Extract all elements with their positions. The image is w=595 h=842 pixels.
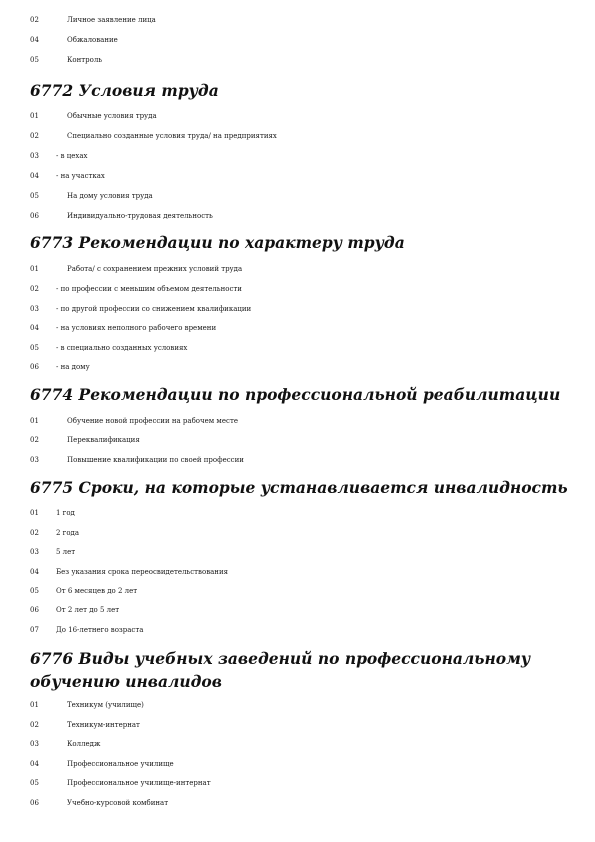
- list-item: [30, 283, 570, 295]
- item-label: Колледж: [67, 740, 101, 748]
- list-item: [30, 170, 570, 182]
- list-item: [30, 263, 570, 275]
- item-label: Обжалование: [67, 36, 118, 44]
- list-item: [30, 699, 570, 711]
- item-code: 06: [30, 799, 39, 807]
- list-item: [30, 322, 570, 334]
- list-item: [30, 546, 570, 558]
- item-label: - по другой профессии со снижением квалификации: [56, 305, 252, 313]
- list-item: [30, 110, 570, 122]
- list-item: [30, 527, 570, 539]
- item-code: 02: [30, 436, 39, 444]
- item-code: 01: [30, 265, 39, 273]
- item-code: 02: [30, 529, 39, 537]
- list-item: [30, 54, 570, 66]
- item-code: 03: [30, 152, 39, 160]
- item-label: Работа/ с сохранением прежних условий труда: [67, 265, 243, 273]
- item-label: - по профессии с меньшим объемом деятельности: [56, 285, 242, 293]
- item-code: 02: [30, 132, 39, 140]
- item-code: 07: [30, 626, 39, 634]
- list-item: [30, 34, 570, 46]
- list-item: [30, 434, 570, 446]
- item-code: 03: [30, 740, 39, 748]
- item-label: Специально созданные условия труда/ на предприятиях: [67, 132, 277, 140]
- list-item: [30, 342, 570, 354]
- item-label: До 16-летнего возраста: [56, 626, 144, 634]
- item-code: 05: [30, 779, 39, 787]
- list-item: [30, 190, 570, 202]
- item-code: 01: [30, 701, 39, 709]
- item-code: 03: [30, 305, 39, 313]
- item-label: - на участках: [56, 172, 105, 180]
- item-code: 06: [30, 212, 39, 220]
- list-item: [30, 454, 570, 466]
- list-item: [30, 566, 570, 578]
- list-item: [30, 361, 570, 373]
- item-code: 05: [30, 587, 39, 595]
- item-label: Техникум-интернат: [67, 721, 140, 729]
- list-item: [30, 210, 570, 222]
- section-heading: 6774 Рекомендации по профессиональной реабилитации: [30, 385, 561, 404]
- item-label: Без указания срока переосвидетельствования: [56, 568, 229, 576]
- item-code: 04: [30, 568, 39, 576]
- item-label: - на условиях неполного рабочего времени: [56, 324, 217, 332]
- item-label: От 2 лет до 5 лет: [56, 606, 120, 614]
- list-item: [30, 14, 570, 26]
- item-label: Профессиональное училище: [67, 760, 174, 768]
- item-label: - на дому: [56, 363, 90, 371]
- item-code: 04: [30, 172, 39, 180]
- item-code: 03: [30, 456, 39, 464]
- list-item: [30, 777, 570, 789]
- list-item: [30, 150, 570, 162]
- item-label: Личное заявление лица: [67, 16, 156, 24]
- list-item: [30, 797, 570, 809]
- list-item: [30, 130, 570, 142]
- item-label: Переквалификация: [67, 436, 140, 444]
- list-item: [30, 624, 570, 636]
- item-label: Техникум (училище): [67, 701, 144, 709]
- item-label: 2 года: [56, 529, 80, 537]
- item-label: 5 лет: [56, 548, 76, 556]
- list-item: [30, 507, 570, 519]
- list-item: [30, 604, 570, 616]
- item-label: 1 год: [56, 509, 75, 517]
- item-code: 05: [30, 56, 39, 64]
- item-code: 01: [30, 417, 39, 425]
- item-label: Обычные условия труда: [67, 112, 157, 120]
- item-code: 02: [30, 285, 39, 293]
- item-code: 02: [30, 721, 39, 729]
- item-label: Индивидуально-трудовая деятельность: [67, 212, 213, 220]
- section-heading: 6772 Условия труда: [30, 81, 219, 100]
- item-label: Профессиональное училище-интернат: [67, 779, 211, 787]
- list-item: [30, 585, 570, 597]
- item-label: - в цехах: [56, 152, 88, 160]
- item-label: Учебно-курсовой комбинат: [67, 799, 169, 807]
- item-label: Контроль: [67, 56, 103, 64]
- list-item: [30, 415, 570, 427]
- item-label: - в специально созданных условиях: [56, 344, 188, 352]
- item-code: 01: [30, 112, 39, 120]
- section-heading: 6776 Виды учебных заведений по профессиональному обучению инвалидов: [30, 649, 531, 691]
- item-label: Повышение квалификации по своей профессии: [67, 456, 244, 464]
- item-label: Обучение новой профессии на рабочем месте: [67, 417, 238, 425]
- item-label: От 6 месяцев до 2 лет: [56, 587, 138, 595]
- item-code: 03: [30, 548, 39, 556]
- item-code: 06: [30, 606, 39, 614]
- item-code: 04: [30, 760, 39, 768]
- list-item: [30, 719, 570, 731]
- list-item: [30, 303, 570, 315]
- item-code: 01: [30, 509, 39, 517]
- item-code: 06: [30, 363, 39, 371]
- section-heading: 6773 Рекомендации по характеру труда: [30, 233, 405, 252]
- item-code: 02: [30, 16, 39, 24]
- list-item: [30, 738, 570, 750]
- list-item: [30, 758, 570, 770]
- item-code: 04: [30, 36, 39, 44]
- item-code: 05: [30, 344, 39, 352]
- item-code: 05: [30, 192, 39, 200]
- item-label: На дому условия труда: [67, 192, 153, 200]
- item-code: 04: [30, 324, 39, 332]
- section-heading: 6775 Сроки, на которые устанавливается инвалидность: [30, 478, 568, 497]
